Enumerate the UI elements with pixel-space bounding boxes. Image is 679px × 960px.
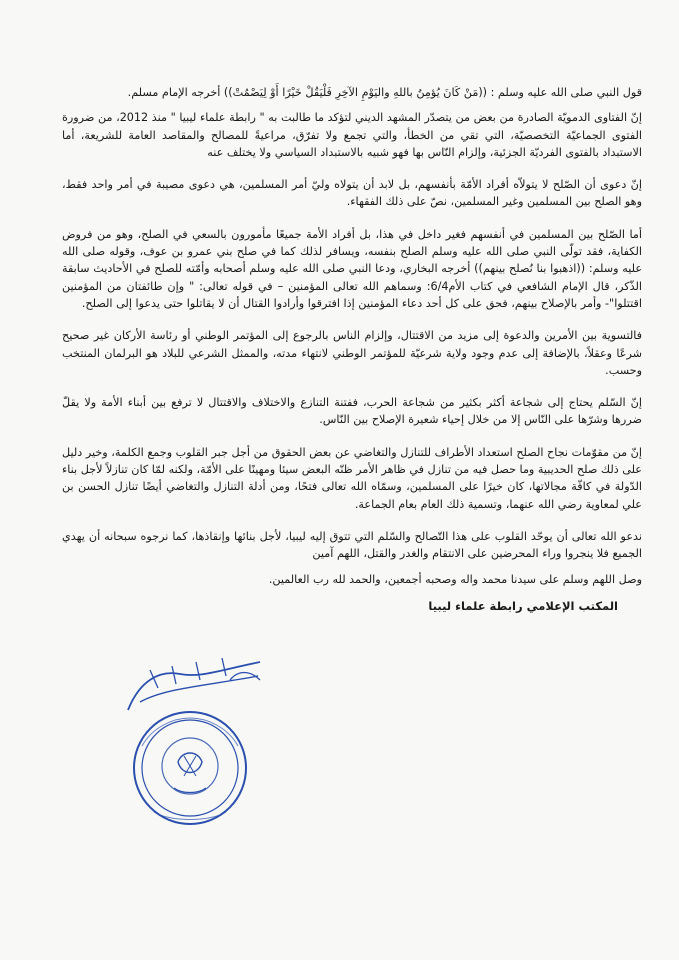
paragraph-hadith: قول النبي صلى الله عليه وسلم : ((مَنْ كَانَ يُؤمِنُ باللهِ واليَوْمِ الآخِرِ فَلْيَقُلْ خَيْرًا أَوْ لِيَصْمُتْ)) أخرجه الإمام مسلم.	[127, 86, 642, 99]
paragraph-reconciliation-duty: أما الصّلح بين المسلمين في أنفسهم فغير داخل في هذا، بل أفراد الأمة جميعًا مأمورون بالسعي في الصلح، وهو من فروض الكفاية، فقد تولّى النبي صلى الله عليه وسلم الصلح بنفسه، ويسافر لذلك كما في صلح بني عمرو بن عوف، وقوله صلى الله عليه وسلم: ((اذهبوا بنا نُصلح بينهم)) أخرجه البخاري، ودعا النبي صلى الله عليه وسلم أصحابه وأمّته للصلح في الأحاديث سابقة الذّكر، قال الإمام الشافعي في كتاب الأم6/4: وسماهم الله تعالى المؤمنين – في قوله تعالى: " وإن طائفتان من المؤمنين اقتتلوا"- وأمر بالإصلاح بينهم، فحق على كل أحد دعاء المؤمنين إذا افترقوا وأرادوا القتال أن لا يقاتلوا حتى يدعوا إلى الصلح.	[62, 227, 642, 310]
paragraph-fatwa: إنّ الفتاوى الدمويّة الصادرة من بعض من يتصدّر المشهد الديني لتؤكد ما طالبت به " رابطة علماء ليبيا " منذ 2012، من ضرورة الفتوى الجماعيّة التخصصيّة، التي تقي من الخطأ، والتي تجمع ولا تفرّق، مراعيةً للمصالح والمقاصد العامة للشريعة، أما الاستبداد بالفتوى الفرديّة الجزئية، وإلزام النّاس بها فهو شبيه بالاستبداد السياسي ولا يختلف عنه	[62, 111, 643, 159]
document-body	[62, 84, 642, 615]
closing-line: وصل اللهم وسلم على سيدنا محمد واله وصحبه أجمعين، والحمد لله رب العالمين.	[268, 572, 642, 586]
paragraph-equivalence: فالتسوية بين الأمرين والدعوة إلى مزيد من الاقتتال، وإلزام الناس بالرجوع إلى المؤتمر الوطني أو رئاسة الأركان غير صحيح شرعًا وعقلاً، بالإضافة إلى عدم وجود ولاية شرعيّة للمؤتمر الوطني لانتهاء مدته، والممثل الشرعي للبلاد هو البرلمان المنتخب وحسب.	[62, 329, 642, 377]
paragraph-prayer: ندعو الله تعالى أن يوحّد القلوب على هذا التّصالح والسّلم التي تتوق إليه ليبيا، لأجل بنائها وإنقاذها، كما نرجوه سبحانه أن يهدي الجميع فلا ينجروا وراء المحرضين على الانتقام والغدر والقتل، اللهم آمين	[62, 529, 642, 561]
paragraph-concession: إنّ من مقوّمات نجاح الصلح استعداد الأطراف للتنازل والتغاضي عن بعض الحقوق من أجل جبر القلوب وجمع الكلمة، وخير دليل على ذلك صلح الحديبية وما حصل فيه من تنازل في ظاهر الأمر ظنّه البعض سيئا ومهينًا على الأمّة، ولكنه لمّا كان تنازلاً لأجل بناء الدّولة في كافّة مجالاتها، كان خيرًا على المسلمين، وسمّاه الله تعالى فتحًا، ومن أدلة التنازل والتغاضي أيضًا تنازل الحسن بن علي لمعاوية رضي الله عنهما، وتسمية ذلك العام بعام الجماعة.	[61, 445, 642, 511]
paragraph-reconciliation-claim: إنّ دعوى أن الصّلح لا يتولاّه أفراد الأمّة بأنفسهم، بل لابد أن يتولاه وليّ أمر المسلمين، هي دعوى مصيبة في أمر واحد فقط، وهو الصلح بين المسلمين وغير المسلمين، نصّ على ذلك الفقهاء.	[62, 178, 642, 209]
signature-line: المكتب الإعلامي رابطة علماء ليبيا	[428, 598, 618, 613]
paragraph-peace-courage: إنّ السّلم يحتاج إلى شجاعة أكثر بكثير من شجاعة الحرب، ففتنة التنازع والاختلاف والاقتتال لا ترفع بين أبناء الأمة ولا يقلّ ضررها وشرّها على النّاس إلا من خلال إحياء شعيرة الإصلاح بين النّاس.	[62, 396, 642, 427]
official-stamp	[112, 676, 262, 836]
